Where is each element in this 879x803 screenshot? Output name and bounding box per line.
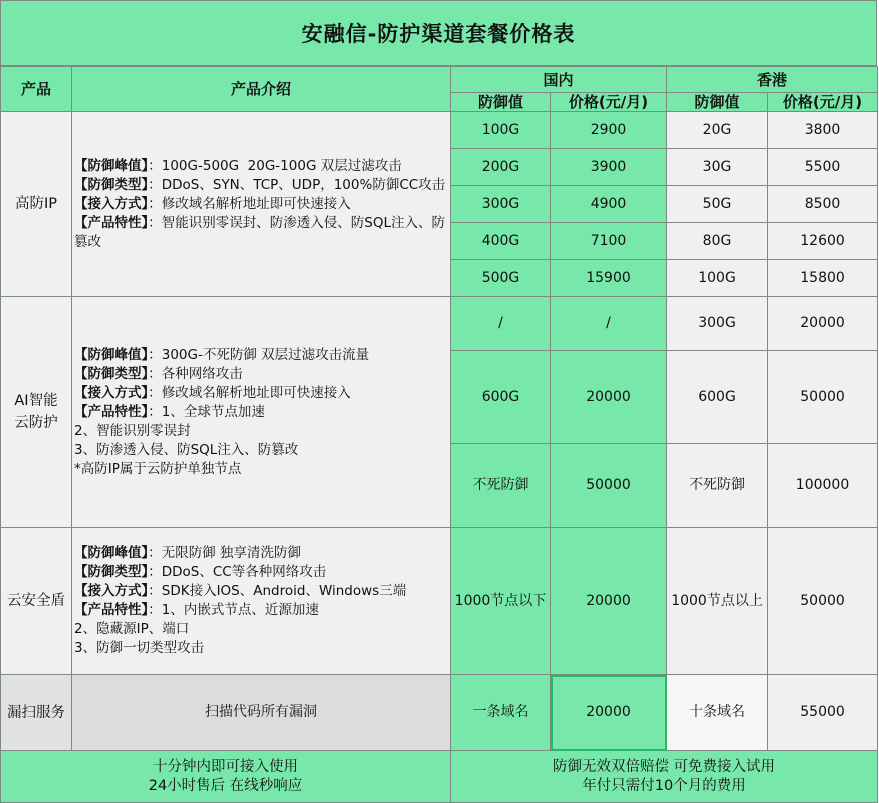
intro-key: 【防御峰值】 [74,157,149,174]
cell-domestic-price[interactable]: 7100 [551,223,667,260]
cell-domestic-defense[interactable]: 200G [451,149,551,186]
cell-hk-price[interactable]: 50000 [768,351,878,444]
product-name-highdefense-ip: 高防IP [1,112,72,297]
intro-key: 【防御类型】 [74,365,149,382]
product-name-vuln-scan: 漏扫服务 [1,675,72,751]
cell-hk-price[interactable]: 100000 [768,444,878,528]
product-intro-cloud-shield [72,528,451,675]
header-product: 产品 [1,67,72,112]
intro-key: 【防御峰值】 [74,545,149,561]
cell-domestic-price[interactable]: 3900 [551,149,667,186]
intro-key: 【接入方式】 [74,583,149,599]
footer-right-line2: 年付只需付10个月的费用 [582,777,746,794]
intro-value: ：300G-不死防御 双层过滤攻击流量 [148,346,370,363]
footer-right-line1: 防御无效双倍赔偿 可免费接入试用 [552,758,776,775]
price-table [0,66,878,803]
intro-key: 【接入方式】 [74,195,149,212]
footer-right [451,751,878,803]
product-name-ai-cloud-protection [1,297,72,528]
cell-domestic-defense[interactable]: / [451,297,551,351]
cell-domestic-defense[interactable]: 1000节点以下 [451,528,551,675]
cell-hk-price[interactable]: 20000 [768,297,878,351]
footer-left-line1: 十分钟内即可接入使用 [153,758,298,775]
cell-hk-price[interactable]: 55000 [768,675,878,751]
intro-value: ：DDoS、SYN、TCP、UDP，100%防御CC攻击 [148,176,446,193]
intro-value: ：各种网络攻击 [148,365,243,382]
cell-domestic-price-selected[interactable]: 20000 [551,675,667,751]
intro-value: ：修改域名解析地址即可快速接入 [148,195,351,212]
cell-hk-defense[interactable]: 十条域名 [667,675,768,751]
intro-key: 【防御峰值】 [74,346,149,363]
cell-hk-price[interactable]: 12600 [768,223,878,260]
footer-left-line2: 24小时售后 在线秒响应 [148,777,303,794]
cell-hk-defense[interactable]: 80G [667,223,768,260]
cell-hk-price[interactable]: 3800 [768,112,878,149]
header-hk-defense: 防御值 [667,93,768,112]
intro-value: ：1、全球节点加速 2、智能识别零误封 3、防渗透入侵、防SQL注入、防篡改 *高防IP属于云防护单独节点 [74,403,299,477]
intro-value: ：无限防御 独享清洗防御 [148,545,302,561]
header-hongkong: 香港 [667,67,878,93]
cell-hk-price[interactable]: 8500 [768,186,878,223]
cell-hk-defense[interactable]: 50G [667,186,768,223]
intro-value: ：100G-500G 20G-100G 双层过滤攻击 [148,157,402,174]
cell-domestic-defense[interactable]: 不死防御 [451,444,551,528]
header-domestic-price: 价格(元/月) [551,93,667,112]
intro-value: ：DDoS、CC等各种网络攻击 [148,564,327,580]
header-hk-price: 价格(元/月) [768,93,878,112]
intro-key: 【防御类型】 [74,564,149,580]
intro-value: ：SDK接入IOS、Android、Windows三端 [148,583,407,599]
product-name-cloud-shield: 云安全盾 [1,528,72,675]
header-intro: 产品介绍 [72,67,451,112]
cell-domestic-defense[interactable]: 300G [451,186,551,223]
intro-key: 【接入方式】 [74,384,149,401]
cell-domestic-defense[interactable]: 100G [451,112,551,149]
intro-value: ：1、内嵌式节点、近源加速 2、隐藏源IP、端口 3、防御一切类型攻击 [74,602,319,656]
cell-domestic-price[interactable]: / [551,297,667,351]
product-name-text: AI智能云防护 [14,393,58,431]
cell-domestic-price[interactable]: 20000 [551,351,667,444]
cell-domestic-defense[interactable]: 600G [451,351,551,444]
cell-domestic-price[interactable]: 4900 [551,186,667,223]
header-domestic-defense: 防御值 [451,93,551,112]
cell-hk-defense[interactable]: 1000节点以上 [667,528,768,675]
intro-value: ：智能识别零误封、防渗透入侵、防SQL注入、防篡改 [74,214,445,250]
footer-left [1,751,451,803]
intro-key: 【产品特性】 [74,214,149,231]
product-intro-ai-cloud-protection [72,297,451,528]
page-title: 安融信-防护渠道套餐价格表 [0,0,877,66]
cell-hk-price[interactable]: 5500 [768,149,878,186]
cell-domestic-price[interactable]: 15900 [551,260,667,297]
intro-key: 【产品特性】 [74,602,149,618]
intro-key: 【防御类型】 [74,176,149,193]
cell-hk-defense[interactable]: 300G [667,297,768,351]
cell-hk-defense[interactable]: 30G [667,149,768,186]
cell-hk-defense[interactable]: 600G [667,351,768,444]
cell-hk-price[interactable]: 15800 [768,260,878,297]
intro-key: 【产品特性】 [74,403,149,420]
cell-hk-defense[interactable]: 100G [667,260,768,297]
cell-domestic-price[interactable]: 2900 [551,112,667,149]
cell-domestic-price[interactable]: 20000 [551,528,667,675]
intro-value: ：修改域名解析地址即可快速接入 [148,384,351,401]
cell-hk-defense[interactable]: 不死防御 [667,444,768,528]
cell-domestic-price[interactable]: 50000 [551,444,667,528]
cell-domestic-defense[interactable]: 一条域名 [451,675,551,751]
cell-domestic-defense[interactable]: 400G [451,223,551,260]
cell-hk-defense[interactable]: 20G [667,112,768,149]
header-domestic: 国内 [451,67,667,93]
product-intro-vuln-scan: 扫描代码所有漏洞 [72,675,451,751]
cell-hk-price[interactable]: 50000 [768,528,878,675]
product-intro-highdefense-ip [72,112,451,297]
cell-domestic-defense[interactable]: 500G [451,260,551,297]
